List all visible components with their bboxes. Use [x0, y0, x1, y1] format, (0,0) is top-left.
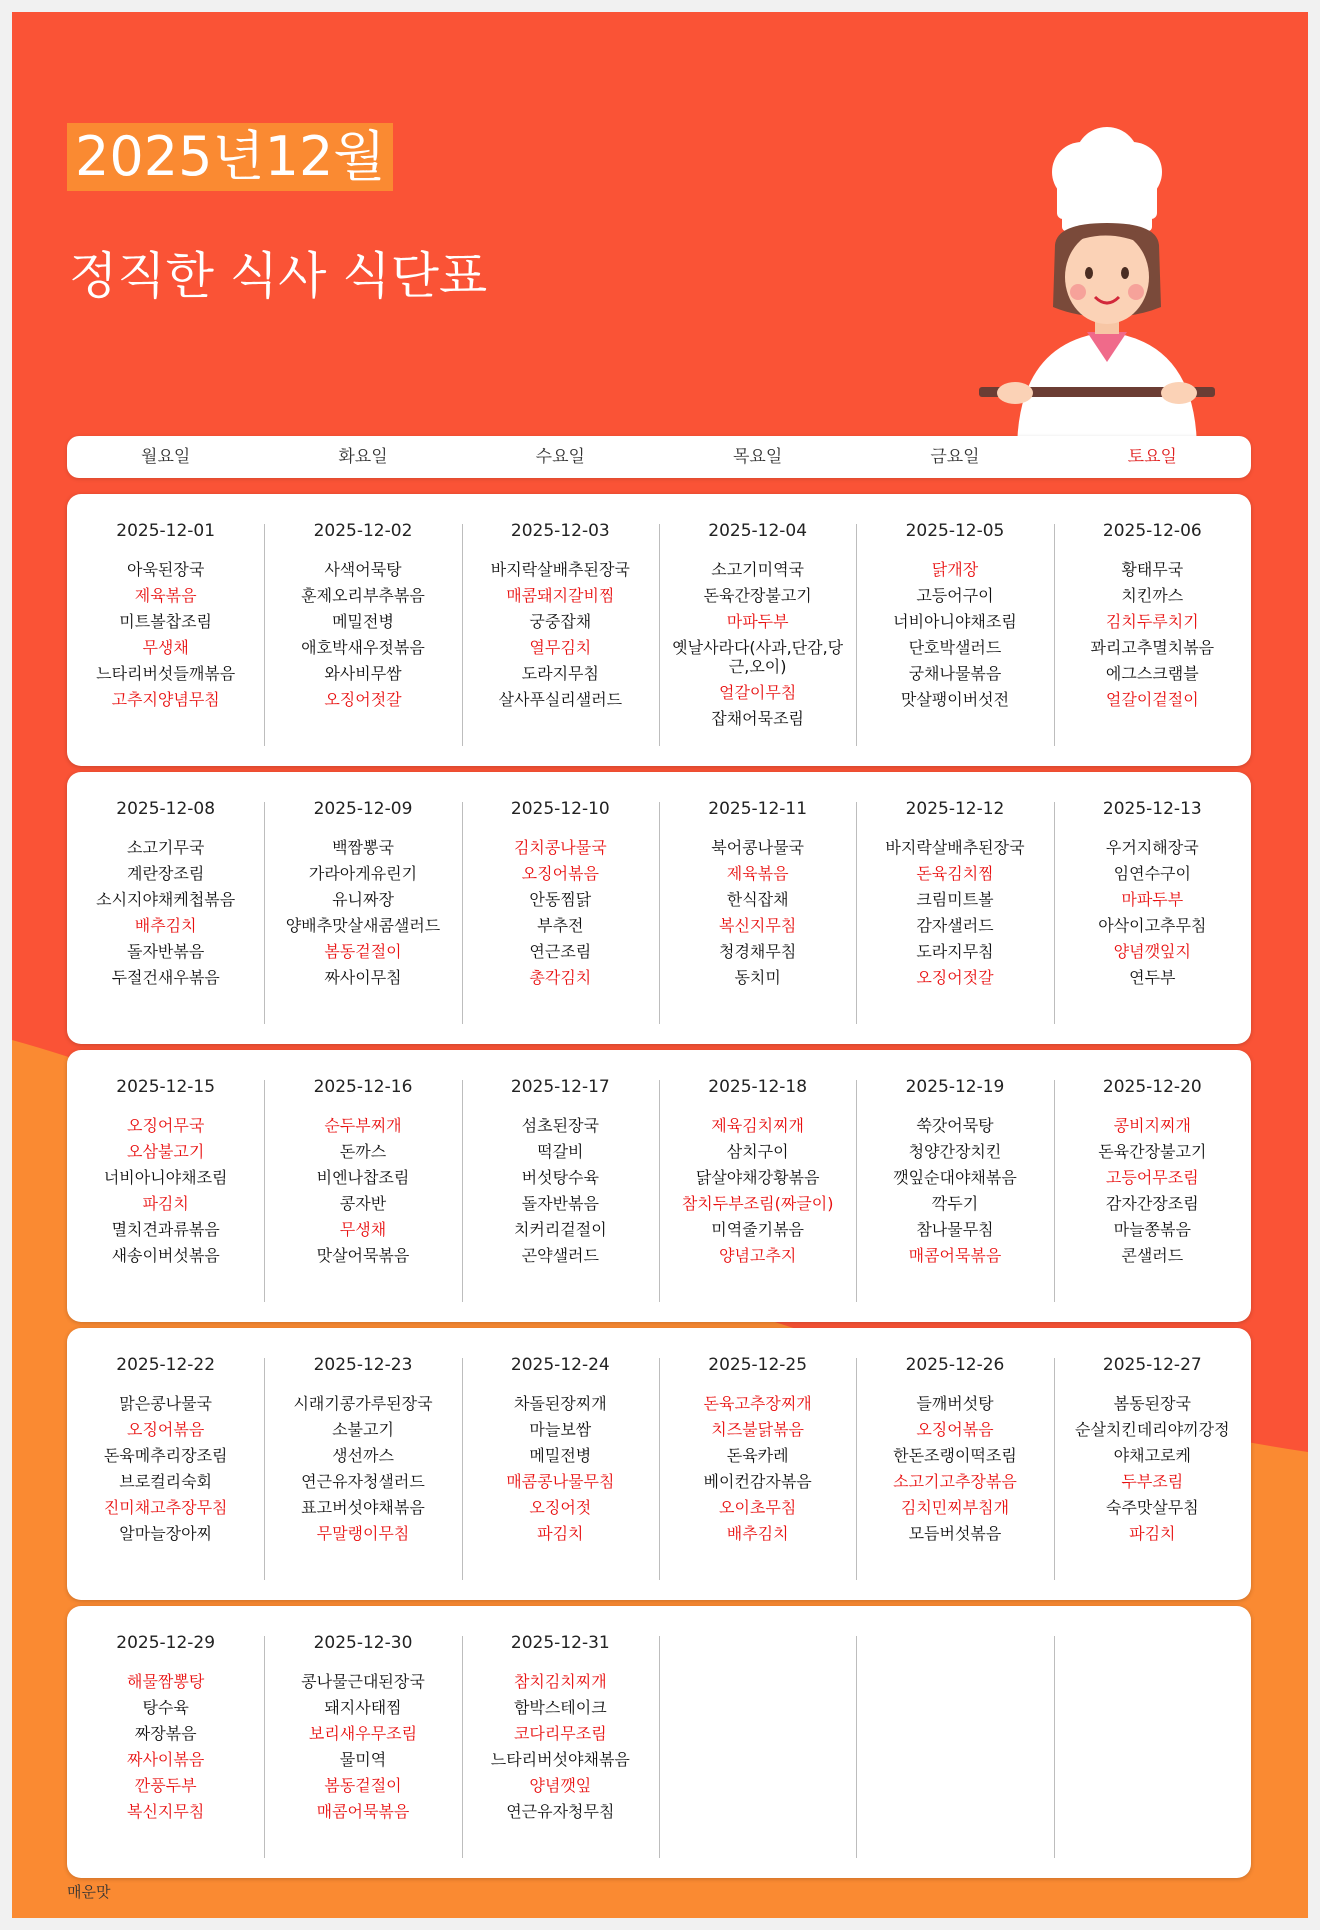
menu-item: 느타리버섯들깨볶음: [96, 664, 236, 683]
day-cell: [264, 1606, 461, 1878]
menu-item-spicy: 무말랭이무침: [316, 1524, 410, 1543]
menu-item: 궁중잡채: [529, 612, 592, 631]
menu-item: 차돌된장찌개: [513, 1394, 607, 1413]
menu-item: 숙주맛살무침: [1105, 1498, 1199, 1517]
menu-list: [856, 838, 1053, 987]
day-cell: [264, 1050, 461, 1322]
day-date: 2025-12-03: [510, 521, 610, 541]
day-date: 2025-12-09: [313, 799, 413, 819]
day-cell: [659, 1606, 856, 1878]
week-card: [67, 1606, 1251, 1878]
weekday-tue: 화요일: [338, 447, 388, 467]
menu-item-spicy: 파김치: [142, 1194, 189, 1213]
day-date: 2025-12-24: [510, 1355, 610, 1375]
menu-item: 연근조림: [529, 942, 592, 961]
menu-item: 시래기콩가루된장국: [293, 1394, 433, 1413]
menu-item: 도라지무침: [521, 664, 599, 683]
menu-item-spicy: 봄동겉절이: [324, 942, 402, 961]
menu-item-spicy: 코다리무조림: [513, 1724, 607, 1743]
menu-item-spicy: 복신지무침: [719, 916, 797, 935]
day-date: 2025-12-29: [116, 1633, 216, 1653]
menu-item-spicy: 얼갈이무침: [719, 683, 797, 702]
menu-item-spicy: 돈육김치찜: [916, 864, 994, 883]
day-cell: [462, 1050, 659, 1322]
week-card: [67, 1050, 1251, 1322]
menu-item: 삼치구이: [726, 1142, 789, 1161]
day-date: 2025-12-01: [116, 521, 216, 541]
menu-list: [462, 1394, 659, 1543]
menu-item-spicy: 닭개장: [931, 560, 979, 579]
day-cell: [1054, 1050, 1251, 1322]
day-date: 2025-12-11: [708, 799, 808, 819]
menu-item: 물미역: [339, 1750, 387, 1769]
menu-item: 짜사이무침: [324, 968, 402, 987]
menu-item: 맑은콩나물국: [119, 1394, 213, 1413]
menu-item-spicy: 마파두부: [1121, 890, 1184, 909]
day-date: 2025-12-20: [1102, 1077, 1202, 1097]
menu-item: 우거지해장국: [1105, 838, 1199, 857]
menu-item-spicy: 총각김치: [529, 968, 592, 987]
day-cell: [67, 1606, 264, 1878]
menu-item: 소고기미역국: [711, 560, 805, 579]
menu-item: 미트볼찹조림: [119, 612, 213, 631]
weekday-sat: 토요일: [1127, 447, 1177, 467]
menu-item: 감자간장조림: [1105, 1194, 1199, 1213]
menu-list: [462, 560, 659, 709]
menu-list: [264, 1672, 461, 1821]
menu-item: 돈까스: [339, 1142, 387, 1161]
day-cell: [67, 494, 264, 766]
menu-item: 돌자반볶음: [521, 1194, 599, 1213]
menu-item: 바지락살배추된장국: [885, 838, 1025, 857]
menu-item-spicy: 참치김치찌개: [513, 1672, 607, 1691]
day-date: 2025-12-23: [313, 1355, 413, 1375]
menu-item-spicy: 오징어젓: [529, 1498, 592, 1517]
week-card: [67, 772, 1251, 1044]
menu-item-spicy: 얼갈이겉절이: [1105, 690, 1199, 709]
menu-item: 쑥갓어묵탕: [916, 1116, 994, 1135]
menu-item: 메밀전병: [332, 612, 394, 631]
menu-item-spicy: 매콤어묵볶음: [316, 1802, 410, 1821]
day-cell: [462, 772, 659, 1044]
menu-list: [856, 560, 1053, 709]
menu-item-spicy: 오징어젓갈: [324, 690, 402, 709]
menu-item: 브로컬리숙회: [119, 1472, 213, 1491]
menu-item-spicy: 김치콩나물국: [513, 838, 607, 857]
menu-item: 닭살야채강황볶음: [695, 1168, 820, 1187]
menu-item: 돈육간장불고기: [703, 586, 812, 605]
menu-list: [67, 560, 264, 709]
menu-item: 들깨버섯탕: [916, 1394, 994, 1413]
day-date: 2025-12-27: [1102, 1355, 1202, 1375]
day-cell: [659, 1328, 856, 1600]
menu-item: 멸치견과류볶음: [111, 1220, 220, 1239]
menu-item: 마늘쫑볶음: [1113, 1220, 1191, 1239]
day-cell: [856, 1328, 1053, 1600]
menu-item: 임연수구이: [1113, 864, 1191, 883]
menu-item: 바지락살배추된장국: [490, 560, 630, 579]
day-date: 2025-12-04: [708, 521, 808, 541]
menu-list: [462, 1116, 659, 1265]
menu-item: 느타리버섯야채볶음: [490, 1750, 630, 1769]
day-date: 2025-12-13: [1102, 799, 1202, 819]
menu-item: 아삭이고추무침: [1098, 916, 1207, 935]
menu-item-spicy: 오이초무침: [719, 1498, 797, 1517]
menu-item: 너비아니야채조림: [893, 612, 1017, 631]
menu-item-spicy: 진미채고추장무침: [103, 1498, 228, 1517]
menu-item-spicy: 양념고추지: [719, 1246, 797, 1265]
menu-list: [856, 1394, 1053, 1543]
day-date: 2025-12-10: [510, 799, 610, 819]
menu-item-spicy: 고추지양념무침: [111, 690, 220, 709]
menu-item: 곤약샐러드: [521, 1246, 599, 1265]
menu-item-spicy: 제육볶음: [134, 586, 197, 605]
menu-item: 부추전: [537, 916, 584, 935]
day-cell: [462, 1328, 659, 1600]
menu-item: 소시지야채케첩볶음: [96, 890, 236, 909]
menu-item: 돌자반볶음: [127, 942, 205, 961]
day-cell: [1054, 1328, 1251, 1600]
menu-item: 탕수육: [142, 1698, 189, 1717]
page-subtitle: 정직한 식사 식단표: [69, 247, 488, 305]
weekday-wed: 수요일: [535, 447, 585, 467]
menu-item-spicy: 순두부찌개: [324, 1116, 402, 1135]
menu-item: 돈육카레: [726, 1446, 789, 1465]
day-cell: [264, 1328, 461, 1600]
menu-item: 훈제오리부추볶음: [301, 586, 425, 605]
menu-item: 동치미: [734, 968, 781, 987]
day-cell: [462, 494, 659, 766]
day-date: 2025-12-22: [116, 1355, 216, 1375]
menu-item: 짜장볶음: [134, 1724, 197, 1743]
menu-item: 돈육메추리장조림: [103, 1446, 228, 1465]
day-cell: [1054, 772, 1251, 1044]
menu-item-spicy: 배추김치: [134, 916, 197, 935]
menu-item: 애호박새우젓볶음: [301, 638, 425, 657]
day-date: 2025-12-26: [905, 1355, 1005, 1375]
menu-item: 섬초된장국: [521, 1116, 599, 1135]
menu-list: [462, 1672, 659, 1821]
day-date: 2025-12-12: [905, 799, 1005, 819]
menu-item: 소고기무국: [127, 838, 205, 857]
menu-list: [264, 560, 461, 709]
day-cell: [659, 1050, 856, 1322]
menu-item-spicy: 마파두부: [726, 612, 789, 631]
weekday-mon: 월요일: [141, 447, 191, 467]
menu-item-spicy: 양념깻잎지: [1113, 942, 1191, 961]
menu-item-spicy: 김치민찌부침개: [900, 1498, 1010, 1517]
menu-item: 와사비무쌈: [324, 664, 402, 683]
day-date: 2025-12-06: [1102, 521, 1202, 541]
day-date: 2025-12-02: [313, 521, 413, 541]
menu-item: 안동찜닭: [529, 890, 592, 909]
menu-item: 한식잡채: [726, 890, 789, 909]
day-cell: [264, 772, 461, 1044]
menu-item: 크림미트볼: [916, 890, 994, 909]
menu-item-spicy: 양념깻잎: [529, 1776, 592, 1795]
day-cell: [67, 772, 264, 1044]
menu-item: 감자샐러드: [916, 916, 994, 935]
day-date: 2025-12-05: [905, 521, 1005, 541]
menu-item: 깍두기: [931, 1194, 979, 1213]
menu-item-spicy: 오징어볶음: [127, 1420, 205, 1439]
menu-list: [67, 1116, 264, 1265]
menu-item-spicy: 매콤어묵볶음: [908, 1246, 1002, 1265]
menu-item: 생선까스: [332, 1446, 394, 1465]
week-card: [67, 1328, 1251, 1600]
day-cell: [856, 494, 1053, 766]
day-date: 2025-12-25: [708, 1355, 808, 1375]
day-cell: [659, 494, 856, 766]
menu-item: 두절건새우볶음: [111, 968, 220, 987]
menu-item: 참나물무침: [916, 1220, 994, 1239]
menu-item: 소불고기: [332, 1420, 394, 1439]
menu-item: 북어콩나물국: [711, 838, 805, 857]
menu-item: 콘샐러드: [1121, 1246, 1184, 1265]
day-cell: [856, 1606, 1053, 1878]
week-card: [67, 494, 1251, 766]
menu-item-spicy: 오징어젓갈: [916, 968, 994, 987]
legend-spicy: 매운맛: [67, 1883, 111, 1901]
menu-item: 미역줄기볶음: [711, 1220, 805, 1239]
menu-item: 야채고로케: [1113, 1446, 1191, 1465]
menu-list: [856, 1116, 1053, 1265]
menu-item: 청경채무침: [719, 942, 797, 961]
menu-item-spicy: 제육볶음: [726, 864, 789, 883]
menu-list: [67, 1394, 264, 1543]
menu-item-spicy: 복신지무침: [127, 1802, 205, 1821]
menu-item: 유니짜장: [332, 890, 394, 909]
menu-list: [1054, 560, 1251, 709]
menu-item-spicy: 오징어볶음: [916, 1420, 994, 1439]
page-title: 2025년12월: [67, 123, 393, 191]
menu-item-spicy: 봄동겉절이: [324, 1776, 402, 1795]
menu-item: 너비아니야채조림: [103, 1168, 228, 1187]
menu-item: 치킨까스: [1121, 586, 1184, 605]
menu-item-spicy: 고등어무조림: [1105, 1168, 1199, 1187]
menu-item-spicy: 제육김치찌개: [711, 1116, 805, 1135]
menu-item: 가라아게유린기: [308, 864, 418, 883]
menu-item: 청양간장치킨: [908, 1142, 1002, 1161]
menu-list: [1054, 838, 1251, 987]
menu-item: 도라지무침: [916, 942, 994, 961]
menu-item-spicy: 배추김치: [726, 1524, 789, 1543]
menu-item: 콩자반: [339, 1194, 387, 1213]
menu-item: 떡갈비: [537, 1142, 584, 1161]
menu-item: 에그스크램블: [1105, 664, 1199, 683]
menu-list: [659, 560, 856, 728]
menu-list: [264, 1116, 461, 1265]
menu-item-spicy: 참치두부조림(짜글이): [681, 1194, 834, 1213]
menu-item-spicy: 돈육고추장찌개: [703, 1394, 812, 1413]
day-date: 2025-12-19: [905, 1077, 1005, 1097]
menu-item: 연두부: [1129, 968, 1176, 987]
menu-list: [67, 838, 264, 987]
menu-item: 치커리겉절이: [513, 1220, 607, 1239]
menu-item-spicy: 콩비지찌개: [1113, 1116, 1191, 1135]
menu-item-spicy: 보리새우무조림: [308, 1724, 418, 1743]
menu-item: 알마늘장아찌: [119, 1524, 213, 1543]
day-date: 2025-12-31: [510, 1633, 610, 1653]
menu-item: 아욱된장국: [127, 560, 205, 579]
menu-item: 베이컨감자볶음: [703, 1472, 812, 1491]
chef-illustration: [977, 127, 1217, 452]
menu-list: [67, 1672, 264, 1821]
menu-item: 버섯탕수육: [521, 1168, 599, 1187]
menu-item-spicy: 해물짬뽕탕: [127, 1672, 205, 1691]
menu-item-spicy: 파김치: [537, 1524, 584, 1543]
day-date: 2025-12-30: [313, 1633, 413, 1653]
day-date: 2025-12-15: [116, 1077, 216, 1097]
menu-item: 궁채나물볶음: [908, 664, 1002, 683]
menu-item: 함박스테이크: [513, 1698, 607, 1717]
menu-item-spicy: 매콤돼지갈비찜: [506, 586, 615, 605]
menu-item: 모듬버섯볶음: [908, 1524, 1002, 1543]
day-cell: [462, 1606, 659, 1878]
weekday-header: [67, 436, 1251, 478]
menu-item: 메밀전병: [529, 1446, 592, 1465]
menu-item-spicy: 무생채: [339, 1220, 387, 1239]
menu-list: [659, 1394, 856, 1543]
day-date: 2025-12-16: [313, 1077, 413, 1097]
menu-item-spicy: 짜사이볶음: [127, 1750, 205, 1769]
menu-item: 살사푸실리샐러드: [498, 690, 623, 709]
menu-item: 순살치킨데리야끼강정: [1075, 1420, 1230, 1439]
menu-item: 황태무국: [1121, 560, 1184, 579]
menu-list: [659, 1116, 856, 1265]
menu-item: 잡채어묵조림: [711, 709, 805, 728]
menu-item-spicy: 오삼불고기: [127, 1142, 205, 1161]
menu-item-spicy: 소고기고추장볶음: [893, 1472, 1017, 1491]
day-cell: [67, 1328, 264, 1600]
menu-item-spicy: 오징어무국: [127, 1116, 205, 1135]
day-cell: [264, 494, 461, 766]
menu-item: 돼지사태찜: [324, 1698, 402, 1717]
menu-item-spicy: 오징어볶음: [521, 864, 599, 883]
menu-item-spicy: 매콤콩나물무침: [506, 1472, 615, 1491]
day-date: 2025-12-18: [708, 1077, 808, 1097]
day-cell: [1054, 494, 1251, 766]
menu-item: 고등어구이: [916, 586, 994, 605]
menu-item: 돈육간장불고기: [1098, 1142, 1207, 1161]
menu-list: [264, 838, 461, 987]
menu-item: 깻잎순대야채볶음: [893, 1168, 1017, 1187]
menu-list: [1054, 1394, 1251, 1543]
menu-item-spicy: 파김치: [1129, 1524, 1176, 1543]
menu-item: 비엔나찹조림: [316, 1168, 410, 1187]
menu-item: 마늘보쌈: [529, 1420, 592, 1439]
menu-item: 맛살팽이버섯전: [900, 690, 1010, 709]
menu-item: 콩나물근대된장국: [301, 1672, 425, 1691]
menu-item: 맛살어묵볶음: [316, 1246, 410, 1265]
day-cell: [1054, 1606, 1251, 1878]
weekday-fri: 금요일: [930, 447, 980, 467]
menu-list: [1054, 1116, 1251, 1265]
menu-item: 표고버섯야채볶음: [301, 1498, 425, 1517]
menu-list: [659, 838, 856, 987]
day-cell: [856, 1050, 1053, 1322]
menu-poster: [12, 12, 1308, 1918]
menu-item-spicy: 깐풍두부: [134, 1776, 197, 1795]
menu-item-spicy: 열무김치: [529, 638, 592, 657]
day-cell: [856, 772, 1053, 1044]
menu-item-spicy: 김치두루치기: [1105, 612, 1199, 631]
menu-item: 양배추맛살새콤샐러드: [285, 916, 441, 935]
menu-list: [264, 1394, 461, 1543]
menu-item-spicy: 무생채: [142, 638, 189, 657]
menu-item: 옛날사라다(사과,단감,당근,오이): [672, 638, 844, 676]
day-date: 2025-12-17: [510, 1077, 610, 1097]
menu-item: 계란장조림: [127, 864, 205, 883]
menu-item: 백짬뽕국: [332, 838, 394, 857]
menu-item: 새송이버섯볶음: [111, 1246, 220, 1265]
weekday-thu: 목요일: [733, 447, 783, 467]
menu-item: 단호박샐러드: [908, 638, 1002, 657]
menu-item-spicy: 치즈불닭볶음: [711, 1420, 805, 1439]
menu-item-spicy: 두부조림: [1121, 1472, 1184, 1491]
menu-item: 한돈조랭이떡조림: [893, 1446, 1017, 1465]
menu-item: 꽈리고추멸치볶음: [1090, 638, 1215, 657]
day-date: 2025-12-08: [116, 799, 216, 819]
day-cell: [67, 1050, 264, 1322]
menu-list: [462, 838, 659, 987]
day-cell: [659, 772, 856, 1044]
menu-item: 봄동된장국: [1113, 1394, 1191, 1413]
menu-item: 연근유자청샐러드: [301, 1472, 425, 1491]
menu-item: 연근유자청무침: [506, 1802, 615, 1821]
menu-item: 사색어묵탕: [324, 560, 402, 579]
